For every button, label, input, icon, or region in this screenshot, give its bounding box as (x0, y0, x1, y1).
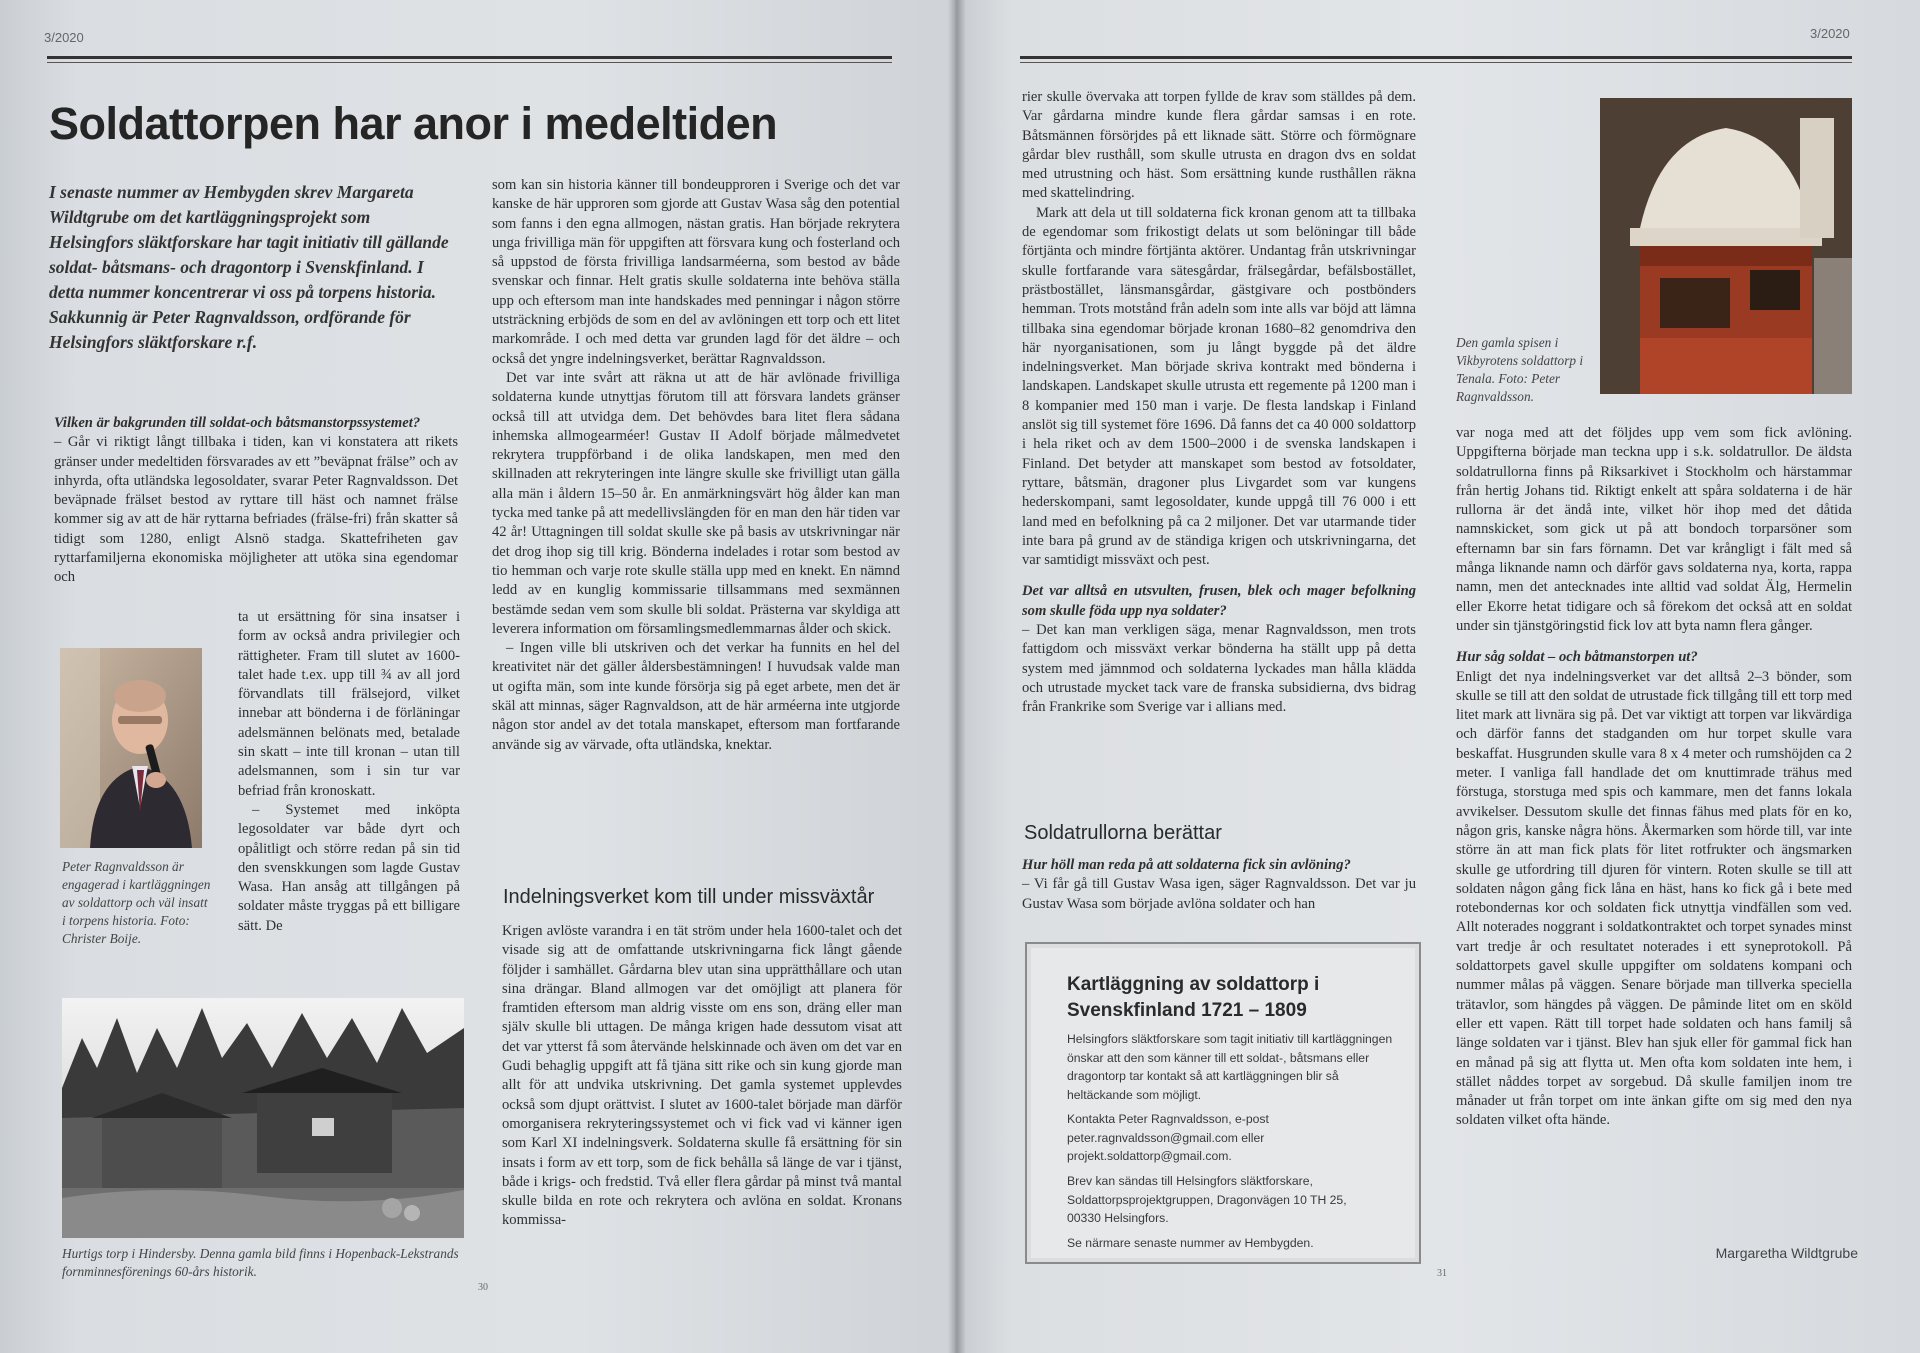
question-4: Hur såg soldat – och båtmanstorpen ut? (1456, 649, 1698, 666)
col3-paragraph-4: – Vi får gå till Gustav Wasa igen, säger Ragnvaldsson. Det var ju Gustav Wasa som började avlöna soldater och han (1022, 876, 1416, 912)
column-1-wrap (238, 608, 460, 936)
col3-paragraph-1: rier skulle övervaka att torpen fyllde de krav som ställdes på dem. Var gårdarna mindre kunde flera gårdar samsas i en rote. Båtsmännen försörjdes på ett liknade sätt. Större och förmögnare gårdar blev rusthåll, som skulle utrusta en dragon dvs en soldat med utrustning och häst. Som ersättning kunde rusthållen räkna med skattelindring. (1022, 89, 1416, 202)
column-3-upper (1022, 88, 1416, 718)
col2-paragraph-4: Krigen avlöste varandra i en tät ström under hela 1600-talet och det visade sig att de omfattande utskrivningarna fick långt gående följder i samhället. Gårdarna blev utan sina upprätthållare och utan sina drängar. Bland allmogen var det omöjligt att planera för framtiden eftersom man aldrig visste om ens son, dräng eller man själv skulle bli uttagen. De många krigen hade dessutom visat att det var ytterst få som återvände helskinnade och även om det var en Gudi behaglig uppgift att få tjäna sitt rike och sin kung gjorde man allt för att undvika utskrivning. Det gamla systemet upplevdes också som djupt orättvist. I slutet av 1600-talet började man därför omorganisera rekryteringssystemet och vi fick vad vi känner igen som Karl XI indelningsverk. Soldaterna skulle få ersättning för sin insats i form av ett torp, som de fick behålla så länge de var i tjänst, både i krigs- och fredstid. Två eller flera gårdar på minst två mantal skulle bilda en rote och rekrytera och avlöna en soldat. Kronans kommissa- (502, 923, 902, 1229)
info-box-address: Brev kan sändas till Helsingfors släktforskare, Soldattorpsprojektgruppen, Dragonvägen 10 TH 25, 00330 Helsingfors. (1067, 1174, 1347, 1225)
article-title: Soldattorpen har anor i medeltiden (49, 98, 778, 149)
header-rule-right-thin (1020, 62, 1852, 63)
article-signature: Margaretha Wildtgrube (1715, 1245, 1858, 1261)
portrait-photo (60, 648, 202, 848)
header-rule-left-thin (47, 62, 892, 63)
column-2-upper (492, 176, 900, 755)
info-box-text-1: Helsingfors släktforskare som tagit initiativ till kartläggningen önskar att den som känner till ett soldat-, båtsmans eller dragontorp tar kontakt så att kartläggningen blir så heltäckande som möjligt. (1067, 1032, 1393, 1102)
question-2: Det var alltså en utsvulten, frusen, blek och mager befolkning som skulle föda upp nya soldater? (1022, 583, 1416, 619)
cabin-image (62, 998, 464, 1238)
header-rule-right (1020, 56, 1852, 59)
page-number-left: 30 (478, 1282, 488, 1293)
col2-paragraph-1: som kan sin historia känner till bondeupproren i Sverige och det var kanske de här upproren som gjorde att Gustav Wasa såg den potential som fanns i den egna allmogen, nästan gratis. Han började rekrytera unga frivilliga män för uppgiften att försvara kung och fosterland och så uppstod de första frivilliga landsarméerna, som bestod av både svenskar och finnar. Helt gratis skulle soldaterna inte behöva ställa upp och eftersom man inte handskades med penningar i någon större utsträckning erbjöds de som en del av avlöningen ett torp och ett litet markområde. I och med detta var grunden lagd för det äldre – och också det yngre indelningsverket, berättar Ragnvaldsson. (492, 177, 900, 367)
page-number-right: 31 (1437, 1268, 1447, 1279)
portrait-image (60, 648, 202, 848)
col3-paragraph-3: – Det kan man verkligen säga, menar Ragnvaldsson, men trots fattigdom och missväxt verkar bönderna ha ställt upp på detta system med jämnmod och soldaterna lyckades man hålla klädda och utrustade mycket tack vare de franska subsidierna, dvs bidrag från Frankrike som Sverige var i allians med. (1022, 622, 1416, 716)
col4-paragraph-1: var noga med att det följdes upp vem som fick avlöning. Uppgifterna började man teckna upp i s.k. soldatrullor. De äldsta soldatrullorna finns på Riksarkivet i Stockholm och härstammar från hertig Johans tid. Riktigt enkelt att spåra soldaterna i de här rullorna är det ändå inte, vilket hör ihop med det dåtida namnskicket, som gick ut på att bondoch torparsöner som efternamn bar sin fars förnamn. Det var krångligt i fält med så många liknande namn och därför gavs soldaterna nya, korta, rappa namn, men det antecknades inte alltid vad soldat Älg, Hermelin eller Ekorre hetat tidigare och så förekom det också att en soldat under sin tjänstgöringstid fick lov att byta namn flera gånger. (1456, 425, 1852, 634)
col4-paragraph-2: Enligt det nya indelningsverket var det alltså 2–3 bönder, som skulle se till att den soldat de utrustade fick tillgång till ett torp med litet mark att livnära sig på. Det var viktigt att torpen var likvärdiga och därför fanns det stadganden om hur torpet skulle vara beskaffat. Husgrunden skulle vara 8 x 4 meter och rumshöjden ca 2 meter. I vanliga fall handlade det om knuttimrade trähus med förstuga, storstuga med spis och kammare, men det fanns lokala avvikelser. Dessutom skulle det finnas fähus med plats för en ko, någon gris, kanske några höns. Åkermarken som hörde till, var inte större än att man fick plats för litet rotfrukter och ängsmarken skulle ge utfordring till djuren för vintern. Roten skulle se till att soldaten någon gång fick låna en häst, hans ko fick gå i bete med rotebondernas kor och soldaten fick utnyttja vindfällen som ved. Allt noterades noggrant i soldatkontraktet och torpet synades minst vart tredje år och resultatet noterades i ett syneprotokoll. På soldattorpets gavel skulle uppgifter om soldatens kompani och nummer målas på väggen. Senare började man tillverka speciella trätavlor, som hängdes på väggen. De påminde litet om en sköld eller ett vapen. Rätt till torpet hade soldaten och hans familj så länge soldaten var i tjänst. Blev han sjuk eller för gammal fick han en månad på sig att flytta ut. Men ofta kom soldaten inte hem, i stället nåddes torpet av sorgebud. Då skulle familjen inom tre månader ut från torpet om inte änkan gifte om sig med den nya soldaten vilket ofta hände. (1456, 668, 1852, 1129)
question-3: Hur höll man reda på att soldaterna fick sin avlöning? (1022, 857, 1351, 873)
col1-paragraph-1: – Går vi riktigt långt tillbaka i tiden, kan vi konstatera att rikets gränser under medeltiden försvarades av ett ”beväpnat frälse” och av inhyrda, ofta utländska legosoldater, svarar Peter Ragnvaldsson. Det beväpnade frälset bestod av ryttare till häst och namnet frälse kommer sig av att de här ryttarna befriades (frälse-fri) från skatter så tidigt som 1280, enligt Alsnö stadga. Skattefriheten gav ryttarfamiljerna ekonomiska möjligheter att utöka sina egendomar och (54, 434, 458, 586)
subheading-soldatrullorna: Soldatrullorna berättar (1024, 822, 1222, 844)
caption-portrait: Peter Ragnvaldsson är engagerad i kartläggningen av soldattorp och väl insatt i torpens historia. Foto: Christer Boije. (62, 859, 211, 946)
column-3-lower (1022, 856, 1416, 914)
info-box-contact: Kontakta Peter Ragnvaldsson, e-post peter.ragnvaldsson@gmail.com eller projekt.soldattorp@gmail.com. (1067, 1112, 1269, 1163)
stove-photo (1600, 98, 1852, 394)
col1-paragraph-3: – Systemet med inköpta legosoldater var både dyrt och opålitligt och större redan på sin tid den svenskkungen som lagde Gustav Wasa. Han ansåg att tillgången på soldater måste tryggas på ett billigare sätt. De (238, 801, 460, 934)
article-lead: I senaste nummer av Hembygden skrev Margareta Wildtgrube om det kartläggningsprojekt som Helsingfors släktforskare har tagit initiativ till gällande soldat- båtsmans- och dragontorp i Svenskfinland. I detta nummer koncentrerar vi oss på torpens historia. Sakkunnig är Peter Ragnvaldsson, ordförande för Helsingfors släktforskare r.f. (49, 182, 449, 352)
column-1-upper (54, 414, 458, 588)
caption-stove: Den gamla spisen i Vikbyrotens soldattorp i Tenala. Foto: Peter Ragnvaldsson. (1456, 335, 1584, 404)
info-box-note: Se närmare senaste nummer av Hembygden. (1067, 1236, 1314, 1250)
issue-label-left: 3/2020 (44, 30, 84, 45)
page-gutter (948, 0, 966, 1353)
column-2-lower (502, 922, 902, 1231)
col2-paragraph-2: Det var inte svårt att räkna ut att de här avlönade frivilliga soldaterna kunde utnyttjas förutom till att försvara landets gränser också till att utvidga dem. Det behövdes bara litet flera sådana inhemska allmogearméer! Gustav II Adolf började målmedvetet rekrytera truppförband i de olika landskapen, men med den skillnaden att rekryteringen inte längre skulle ske frivilligt utan gälla alla män i åldern 15–50 år. En anmärkningsvärt hög ålder kan man tycka med tanke på att medellivslängden för en man den här tiden var 42 år! Uttagningen till soldat skulle ske på basis av utskrivningar när det drog ihop sig till krig. Bönderna indelades i rotar som bestod av tio hemman och varje rote skulle ställa upp med en knekt. En nämnd ledd av en kunglig kommissarie tillsammans med sexmännen bestämde sedan vem som skulle bli soldat. Prästerna var skyldiga att leverera information om församlingsmedlemmarnas ålder och skick. (492, 369, 900, 637)
issue-label-right: 3/2020 (1810, 26, 1850, 41)
col3-paragraph-2: Mark att dela ut till soldaterna fick kronan genom att ta tillbaka de egendomar som frikostigt delats ut som belöningar till både förtjänta och mindre förtjänta aktörer. Undantag från utskrivningar skulle fortfarande vara sätesgårdar, frälsegårdar, befälsbostället, prästbostället, länsmansgårdar, gästgivare och postbönders hemman. Trots motstånd från adeln som inte alls var böjd att lämna tillbaka sina egendomar började kronan 1680–82 genomdriva den här nyorganisationen, som ju långt byggde på det äldre indelningsverket. Man började skriva kontrakt med bönderna i landskapen. Landskapet skulle utrusta ett regemente på 1200 man i 8 kompanier med 150 man i varje. De flesta landskap i Finland anslöt sig till systemet före 1696. Då fanns det ca 40 000 soldattorp i hela riket och av dem 1500–2000 i de svenska landskapen i Finland. Det betyder att manskapet som bestod av fotsoldater, ryttare, båtsmän, dragoner plus Livgardet som var kungens hederskompani, samt legosoldater, kunde uppgå till 76 000 i ett land med en befolkning på ca 2 miljoner. Det var utarmande tider inte bara på grund av de ständiga krigen och utskrivningarna, det var samtidigt missväxt och pest. (1022, 204, 1416, 569)
info-box-title: Kartläggning av soldattorp i Svenskfinland 1721 – 1809 (1067, 974, 1320, 1021)
stove-image (1600, 98, 1852, 394)
col2-paragraph-3: – Ingen ville bli utskriven och det verkar ha funnits en hel del kreativitet när det gäller åldersbestämningen! I huvudsak valde man ut ogifta män, som inte kunde försörja sig på eget arbete, men det är skäl att minnas, säger Ragnvaldson, att de här arméerna inte utgjorde någon stor andel av det totala manskapet, eftersom man fortfarande använde sig av värvade, ofta utländska, knektar. (492, 640, 900, 753)
caption-cabin: Hurtigs torp i Hindersby. Denna gamla bild finns i Hopenback-Lekstrands fornminnesförenings 60-års historik. (62, 1246, 459, 1279)
col1-paragraph-2: ta ut ersättning för sina insatser i form av också andra privilegier och rättigheter. Fram till slutet av 1600-talet hade t.ex. upp till ¾ av all jord förvandlats till frälsejord, vilket innebar att bönderna i de förläningar adelsmännen belönats med, betalade sin skatt – inte till kronan – utan till adelsmannen, som i sin tur var befriad från kronoskatt. (238, 609, 460, 799)
column-4-upper (1456, 424, 1852, 1131)
header-rule-left (47, 56, 892, 59)
subheading-indelningsverket: Indelningsverket kom till under missväxtår (503, 886, 875, 908)
cabin-photo (62, 998, 464, 1238)
info-box (1025, 942, 1421, 1264)
question-1: Vilken är bakgrunden till soldat-och båtsmanstorpssystemet? (54, 415, 421, 431)
